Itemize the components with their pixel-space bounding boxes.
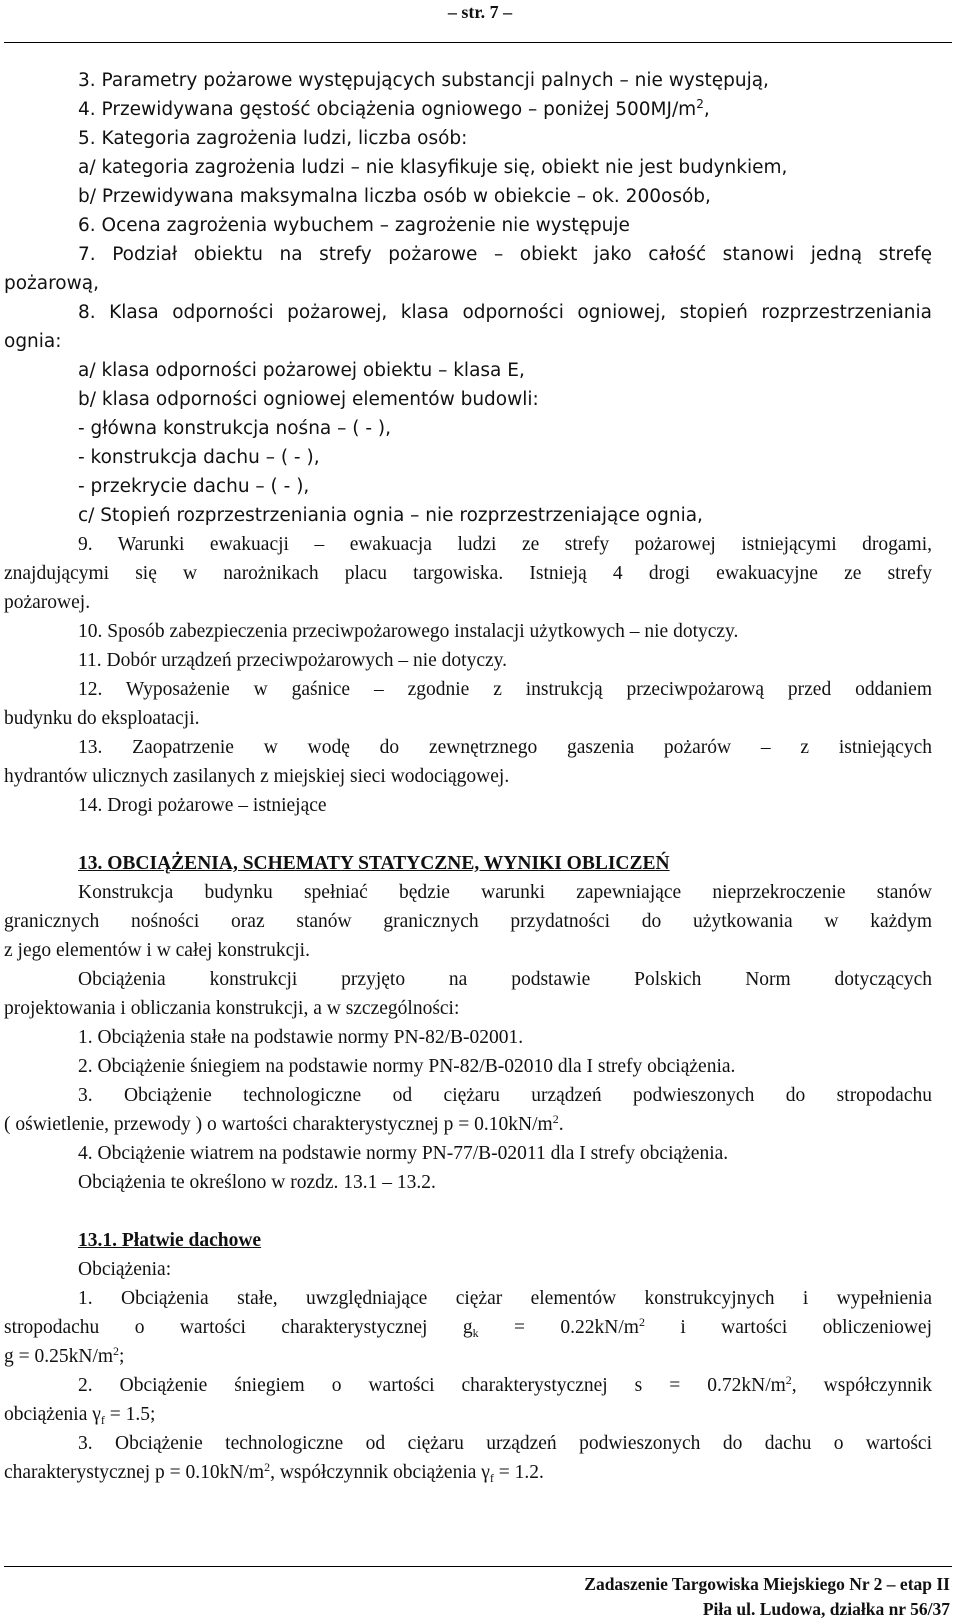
item-8b-3: - przekrycie dachu – ( - ),	[78, 476, 310, 497]
purlin-load-3-line2: charakterystycznej $p = 0.10kN/m^2$, współczynnik obciążenia $\gamma_f = 1.2$.	[4, 1460, 544, 1485]
item-14: 14. Drogi pożarowe – istniejące	[78, 795, 327, 816]
item-9-line1: 9. Warunki ewakuacji – ewakuacja ludzi ze strefy pożarowej istniejącymi drogami,	[78, 534, 932, 555]
purlin-load-2-line2: obciążenia $\gamma_f = 1.5$;	[4, 1404, 156, 1427]
section-13-para1-line3: z jego elementów i w całej konstrukcji.	[4, 940, 310, 961]
item-8b: b/ klasa odporności ogniowej elementów budowli:	[78, 389, 539, 410]
item-8-line2: ognia:	[4, 331, 62, 352]
page-number-header: – str. 7 –	[447, 2, 513, 22]
load-item-reference: Obciążenia te określono w rozdz. 13.1 – 13.2.	[78, 1172, 436, 1193]
item-8b-2: - konstrukcja dachu – ( - ),	[78, 447, 320, 468]
footer-project-title: Zadaszenie Targowiska Miejskiego Nr 2 – etap II	[584, 1574, 950, 1594]
item-8c: c/ Stopień rozprzestrzeniania ognia – nie rozprzestrzeniające ognia,	[78, 505, 703, 526]
item-8b-1: - główna konstrukcja nośna – ( - ),	[78, 418, 392, 439]
spacer	[4, 1197, 932, 1226]
item-12-line1: 12. Wyposażenie w gaśnice – zgodnie z instrukcją przeciwpożarową przed oddaniem	[78, 679, 932, 700]
purlin-load-1-line3: $g = 0.25kN/m^2$;	[4, 1344, 125, 1367]
header-rule	[4, 42, 952, 43]
loads-label: Obciążenia:	[78, 1259, 172, 1280]
footer-rule	[4, 1566, 952, 1567]
page-footer	[584, 1572, 950, 1622]
item-5a: a/ kategoria zagrożenia ludzi – nie klasyfikuje się, obiekt nie jest budynkiem,	[78, 157, 788, 178]
item-11: 11. Dobór urządzeń przeciwpożarowych – nie dotyczy.	[78, 650, 507, 671]
section-13-1-heading: 13.1. Płatwie dachowe	[78, 1230, 262, 1251]
item-13-line1: 13. Zaopatrzenie w wodę do zewnętrznego gaszenia pożarów – z istniejących	[78, 737, 932, 758]
purlin-load-1-line1: 1. Obciążenia stałe, uwzględniające ciężar elementów konstrukcyjnych i wypełnienia	[78, 1288, 932, 1309]
section-13-para2-line1: Obciążenia konstrukcji przyjęto na podstawie Polskich Norm dotyczących	[78, 969, 932, 990]
item-6: 6. Ocena zagrożenia wybuchem – zagrożenie nie występuje	[78, 215, 630, 236]
section-13-para2-line2: projektowania i obliczania konstrukcji, a w szczególności:	[4, 998, 460, 1019]
item-8a: a/ klasa odporności pożarowej obiektu – klasa E,	[78, 360, 525, 381]
purlin-load-2-line1: 2. Obciążenie śniegiem o wartości charakterystycznej $s = 0.72kN/m^2$, współczynnik	[78, 1373, 932, 1396]
item-8-line1: 8. Klasa odporności pożarowej, klasa odporności ogniowej, stopień rozprzestrzeniania	[78, 302, 932, 323]
item-12-line2: budynku do eksploatacji.	[4, 708, 200, 729]
section-13-para1-line2: granicznych nośności oraz stanów granicznych przydatności do użytkowania w każdym	[4, 911, 932, 932]
item-5b: b/ Przewidywana maksymalna liczba osób w obiekcie – ok. 200osób,	[78, 186, 711, 207]
item-9-line2: znajdującymi się w narożnikach placu targowiska. Istnieją 4 drogi ewakuacyjne ze strefy	[4, 563, 932, 584]
item-7-line2: pożarową,	[4, 273, 99, 294]
purlin-load-1-line2: stropodachu o wartości charakterystycznej $g_k = 0.22kN/m^2$ i wartości obliczeniowej	[4, 1315, 933, 1340]
item-7-line1: 7. Podział obiektu na strefy pożarowe – obiekt jako całość stanowi jedną strefę	[78, 244, 932, 265]
purlin-load-3-line1: 3. Obciążenie technologiczne od ciężaru urządzeń podwieszonych do dachu o wartości	[78, 1433, 932, 1454]
load-item-3-line2: ( oświetlenie, przewody ) o wartości charakterystycznej $p = 0.10kN/m^2$.	[4, 1112, 564, 1135]
item-10: 10. Sposób zabezpieczenia przeciwpożarowego instalacji użytkowych – nie dotyczy.	[78, 621, 739, 642]
spacer	[4, 820, 932, 849]
document-body	[4, 66, 932, 1487]
item-13-line2: hydrantów ulicznych zasilanych z miejskiej sieci wodociągowej.	[4, 766, 510, 787]
section-13-para1-line1: Konstrukcja budynku spełniać będzie warunki zapewniające nieprzekroczenie stanów	[78, 882, 932, 903]
item-4: 4. Przewidywana gęstość obciążenia ogniowego – poniżej $500MJ/m^2$,	[78, 97, 710, 120]
item-5: 5. Kategoria zagrożenia ludzi, liczba osób:	[78, 128, 468, 149]
load-item-1: 1. Obciążenia stałe na podstawie normy PN-82/B-02001.	[78, 1027, 524, 1048]
item-3: 3. Parametry pożarowe występujących substancji palnych – nie występują,	[78, 70, 769, 91]
item-9-line3: pożarowej.	[4, 592, 91, 613]
load-item-3-line1: 3. Obciążenie technologiczne od ciężaru urządzeń podwieszonych do stropodachu	[78, 1085, 932, 1106]
load-item-4: 4. Obciążenie wiatrem na podstawie normy PN-77/B-02011 dla I strefy obciążenia.	[78, 1143, 729, 1164]
footer-location: Piła ul. Ludowa, działka nr 56/37	[702, 1599, 950, 1619]
section-13-heading: 13. OBCIĄŻENIA, SCHEMATY STATYCZNE, WYNIKI OBLICZEŃ	[78, 853, 670, 874]
load-item-2: 2. Obciążenie śniegiem na podstawie normy PN-82/B-02010 dla I strefy obciążenia.	[78, 1056, 736, 1077]
